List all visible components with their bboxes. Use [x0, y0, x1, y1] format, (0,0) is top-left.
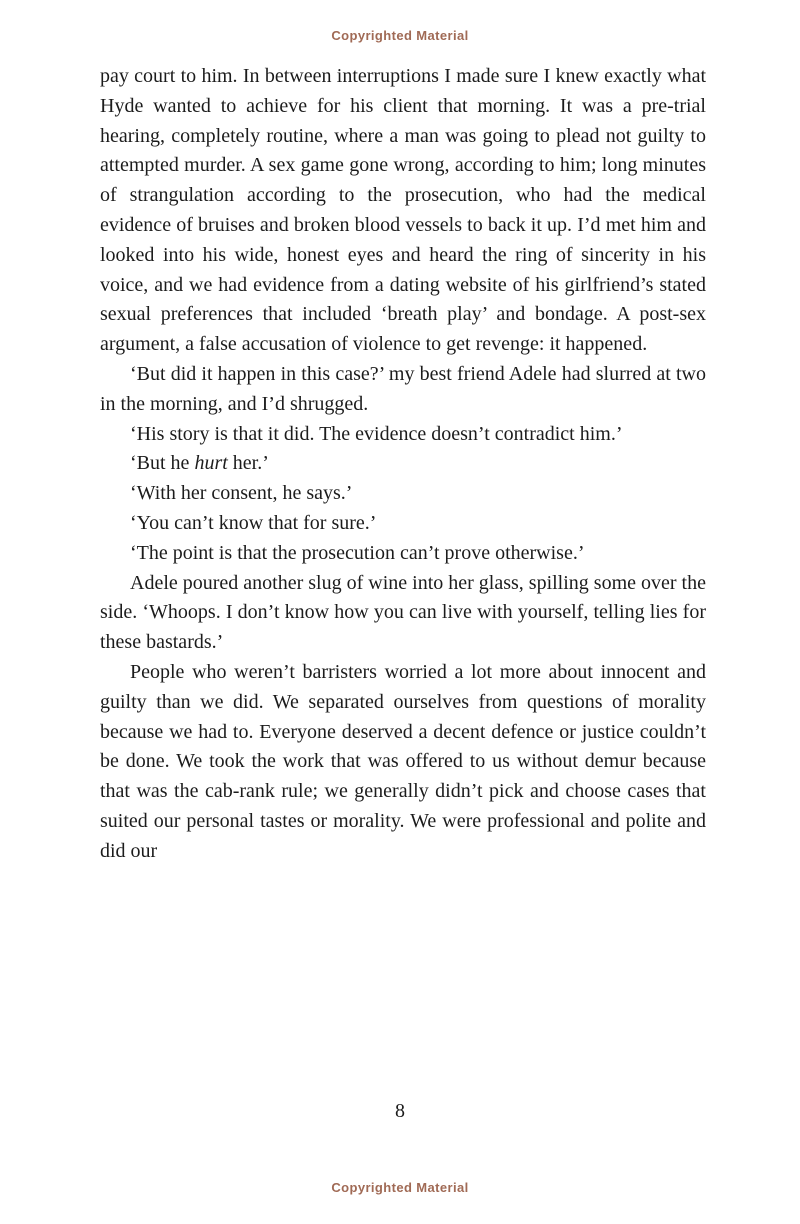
text-run: ‘With her consent, he says.’	[130, 482, 353, 505]
paragraph	[100, 509, 706, 539]
paragraph	[100, 360, 706, 420]
text-run: her.’	[227, 452, 269, 475]
paragraph	[100, 658, 706, 867]
text-run: ‘His story is that it did. The evidence doesn’t contradict him.’	[130, 422, 623, 445]
paragraph	[100, 569, 706, 658]
copyright-notice-bottom: Copyrighted Material	[331, 1180, 469, 1195]
text-run: ‘You can’t know that for sure.’	[130, 511, 377, 534]
page-body	[100, 62, 706, 867]
paragraph	[100, 449, 706, 479]
text-run: ‘The point is that the prosecution can’t prove otherwise.’	[130, 541, 585, 564]
page-number: 8	[395, 1100, 405, 1122]
paragraph	[100, 62, 706, 360]
italic-text-run: hurt	[194, 452, 228, 475]
text-run: pay court to him. In between interruptions I made sure I knew exactly what Hyde wanted to achieve for his client that morning. It was a pre-trial hearing, completely routine, where a man was going to plead not guilty to attempted murder. A sex game gone wrong, according to him; long minutes of strangulation according to the prosecution, who had the medical evidence of bruises and broken blood vessels to back it up. I’d met him and looked into his wide, honest eyes and heard the ring of sincerity in his voice, and we had evidence from a dating website of his girlfriend’s stated sexual preferences that included ‘breath play’ and bondage. A post-sex argument, a false accusation of violence to get revenge: it happened.	[100, 65, 706, 356]
text-run: People who weren’t barristers worried a lot more about innocent and guilty than we did. We separated ourselves from questions of morality because we had to. Everyone deserved a decent defence or justice couldn’t be done. We took the work that was offered to us without demur because that was the cab-rank rule; we generally didn’t pick and choose cases that suited our personal tastes or morality. We were professional and polite and did our	[100, 660, 706, 862]
paragraph	[100, 539, 706, 569]
text-run: Adele poured another slug of wine into her glass, spilling some over the side. ‘Whoops. I don’t know how you can live with yourself, telling lies for these bastards.’	[100, 571, 706, 654]
paragraph	[100, 479, 706, 509]
text-run: ‘But did it happen in this case?’ my best friend Adele had slurred at two in the morning, and I’d shrugged.	[100, 362, 706, 415]
paragraph	[100, 420, 706, 450]
copyright-notice-top: Copyrighted Material	[331, 28, 469, 43]
text-run: ‘But he	[130, 452, 195, 475]
